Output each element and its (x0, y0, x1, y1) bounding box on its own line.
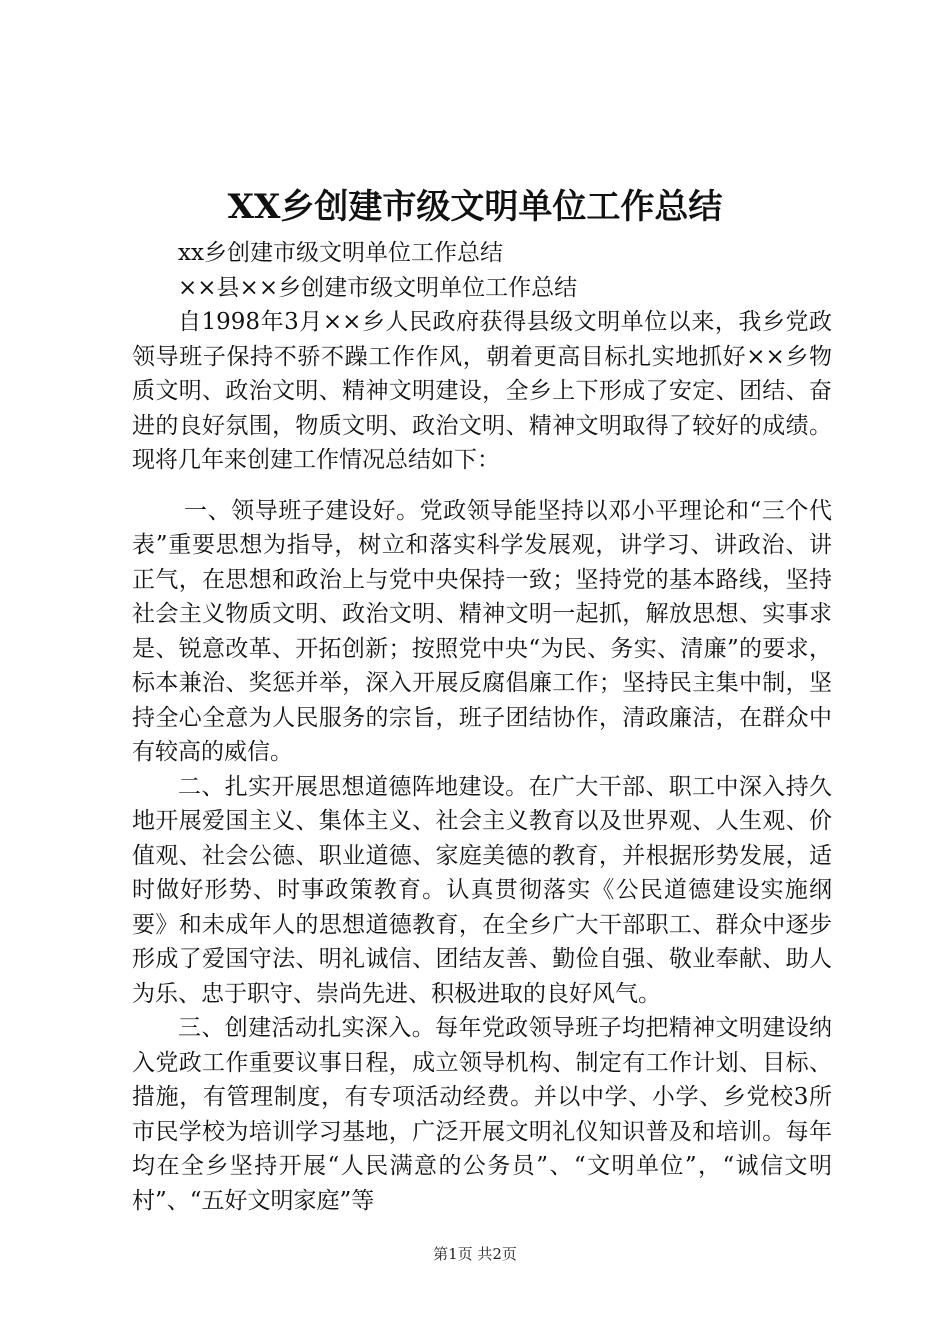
document-title: XX乡创建市级文明单位工作总结 (227, 187, 723, 227)
subtitle-line-2: ××县××乡创建市级文明单位工作总结 (178, 274, 578, 301)
intro-paragraph: 自1998年3月××乡人民政府获得县级文明单位以来，我乡党政领导班子保持不骄不躁工作作风，朝着更高目标扎实地抓好××乡物质文明、政治文明、精神文明建设，全乡上下形成了安定、团结、奋进的良好氛围，物质文明、政治文明、精神文明取得了较好的成绩。现将几年来创建工作情况总结如下： (132, 309, 832, 473)
document-body (132, 236, 832, 1218)
subtitle-line-1: xx乡创建市级文明单位工作总结 (178, 240, 503, 266)
section-3-paragraph: 三、创建活动扎实深入。每年党政领导班子均把精神文明建设纳入党政工作重要议事日程，成立领导机构、制定有工作计划、目标、措施，有管理制度，有专项活动经费。并以中学、小学、乡党校3所市民学校为培训学习基地，广泛开展文明礼仪知识普及和培训。每年均在全乡坚持开展“人民满意的公务员”、“文明单位”，“诚信文明村”、“五好文明家庭”等 (132, 1015, 832, 1214)
page-number-footer: 第1页 共2页 (433, 1245, 517, 1263)
section-2-paragraph: 二、扎实开展思想道德阵地建设。在广大干部、职工中深入持久地开展爱国主义、集体主义、社会主义教育以及世界观、人生观、价值观、社会公德、职业道德、家庭美德的教育，并根据形势发展，适时做好形势、时事政策教育。认真贯彻落实《公民道德建设实施纲要》和未成年人的思想道德教育，在全乡广大干部职工、群众中逐步形成了爱国守法、明礼诚信、团结友善、勤俭自强、敬业奉献、助人为乐、忠于职守、崇尚先进、积极进取的良好风气。 (132, 773, 832, 1007)
section-1-paragraph: 一、领导班子建设好。党政领导能坚持以邓小平理论和“三个代表”重要思想为指导，树立和落实科学发展观，讲学习、讲政治、讲正气，在思想和政治上与党中央保持一致；坚持党的基本路线，坚持社会主义物质文明、政治文明、精神文明一起抓，解放思想、实事求是、锐意改革、开拓创新；按照党中央“为民、务实、清廉”的要求，标本兼治、奖惩并举，深入开展反腐倡廉工作；坚持民主集中制，坚持全心全意为人民服务的宗旨，班子团结协作，清政廉洁，在群众中有较高的威信。 (132, 497, 832, 765)
